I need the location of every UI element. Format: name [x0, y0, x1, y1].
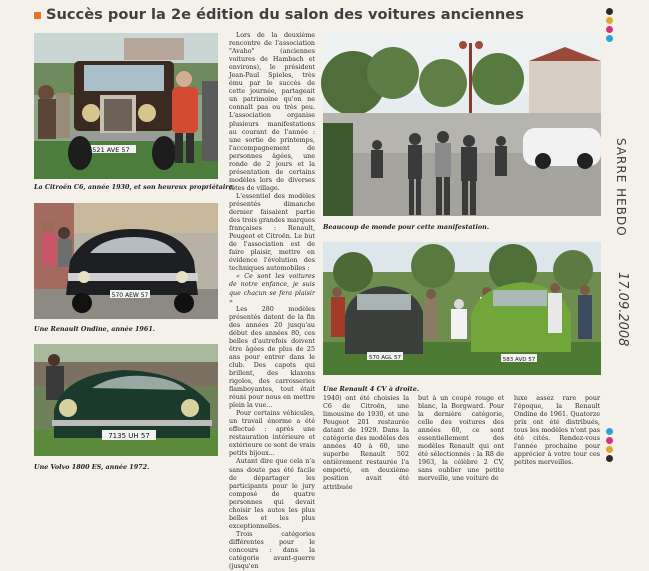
headline-bullet	[34, 12, 41, 19]
caption-citroen-c6: La Citroën C6, année 1930, et son heureux propriétaire.	[34, 183, 235, 191]
plate-ondine: 570 AEW 57	[111, 292, 149, 299]
paragraph-categories: Trois catégories différentes pour le concours : dans la catégorie avant-guerre (jusqu'en	[229, 530, 315, 571]
photo-citroen-c6	[34, 33, 218, 179]
photo-crowd	[323, 33, 601, 216]
paragraph-jury: Autant dire que cela n'a sans doute pas été facile de départager les participants pour le jury composé de quatre personnes qui devait choisir les autos les plus belles et les plus exceptionnelles.	[229, 458, 315, 530]
paragraph-modeles: Les 280 modèles présentés datent de la fin des années 20 jusqu'au début des années 80, ces belles d'autrefois doivent être âgées de plus de 25 ans pour entrer dans le club. Des capots qui brillent, des klaxons rigolos, des carrosseries flamboyantes, tout était réuni pour nous en mettre plein la vue...	[229, 305, 315, 410]
registration-dot	[606, 446, 613, 453]
photo-renault-4cv	[323, 242, 601, 375]
paragraph-restauration: Pour certains véhicules, un travail énorme a été effectué : après une restauration intérieure et extérieure ce sont de vrais petits bijoux...	[229, 410, 315, 458]
margin-note-date: 17.09.2008	[615, 272, 630, 347]
paragraph-marques: L'essentiel des modèles présentés dimanche dernier faisaient partie des trois grandes marques françaises : Renault, Peugeot et Citroën. Le but de l'association est de faire plaisir, mettre en évidence l'évolution des techniques automobiles :	[229, 192, 315, 273]
registration-dot	[606, 428, 613, 435]
article-column-main	[229, 32, 315, 571]
color-registration-dots-top	[606, 8, 616, 44]
photo-volvo-1800	[34, 344, 218, 456]
color-registration-dots-bottom	[606, 428, 616, 464]
plate-4cv-left: 570 AGL 57	[369, 355, 401, 361]
caption-renault-ondine: Une Renault Ondine, année 1961.	[34, 325, 155, 333]
article-column-b3: luxe assez rare pour l'époque, la Renault Ondine de 1961. Quatorze prix ont été distribués, tous les modèles n'ont pas été cités. Rendez-vous l'année prochaine pour apprécier à votre tour ces petites merveilles.	[514, 395, 600, 467]
registration-dot	[606, 17, 613, 24]
paragraph-quote: « Ce sont les voitures de notre enfance, je suis que chacun se fera plaisir »	[229, 273, 315, 305]
plate-volvo: 7135 UH 57	[108, 432, 150, 440]
article-column-b1: 1940) ont été choisies la C6 de Citroën, une limousine de 1930, et une Peugeot 201 restaurée datant de 1929. Dans la catégorie des modèles des années 40 à 60, une superbe Renault 502 entièrement restaurée l'a emporté, en deuxième position avait été attribuée	[323, 395, 409, 491]
article-headline	[34, 6, 574, 23]
article-column-b2: but à un coupé rouge et blanc, la Borgward. Pour la dernière catégorie, celle des voitures des années 60, ce sont essentiellement des modèles Renault qui ont été sélectionnés : la R8 de 1963, la célèbre 2 CV, sans oublier une petite merveille, une voiture de	[418, 395, 504, 483]
paragraph-intro: Lors de la deuxième rencontre de l'association "Avaho" (anciennes voitures de Hambach et environs), le président Jean-Paul Spieles, très ému par le succès de cette journée, partageait un patrimoine qu'on ne connaît pas ou très peu. L'association organise plusieurs manifestations au courant de l'année : une sortie de printemps, l'accompagnement de personnes âgées, une ronde de 2 jours et la présentation de certains modèles lors de diverses fêtes de village.	[229, 32, 315, 192]
caption-volvo: Une Volvo 1800 ES, année 1972.	[34, 463, 150, 471]
caption-renault-4cv: Une Renault 4 CV à droite.	[323, 385, 419, 393]
registration-dot	[606, 8, 613, 15]
plate-4cv-right: 583 AVD 57	[502, 357, 536, 363]
registration-dot	[606, 437, 613, 444]
registration-dot	[606, 455, 613, 462]
headline-text: Succès pour la 2e édition du salon des voitures anciennes	[46, 6, 524, 23]
registration-dot	[606, 26, 613, 33]
margin-note-publication: SARRE HEBDO	[614, 138, 628, 237]
caption-crowd: Beaucoup de monde pour cette manifestation.	[323, 223, 490, 231]
plate-c6: 521 AVE 57	[92, 146, 130, 154]
registration-dot	[606, 35, 613, 42]
photo-renault-ondine	[34, 203, 218, 319]
